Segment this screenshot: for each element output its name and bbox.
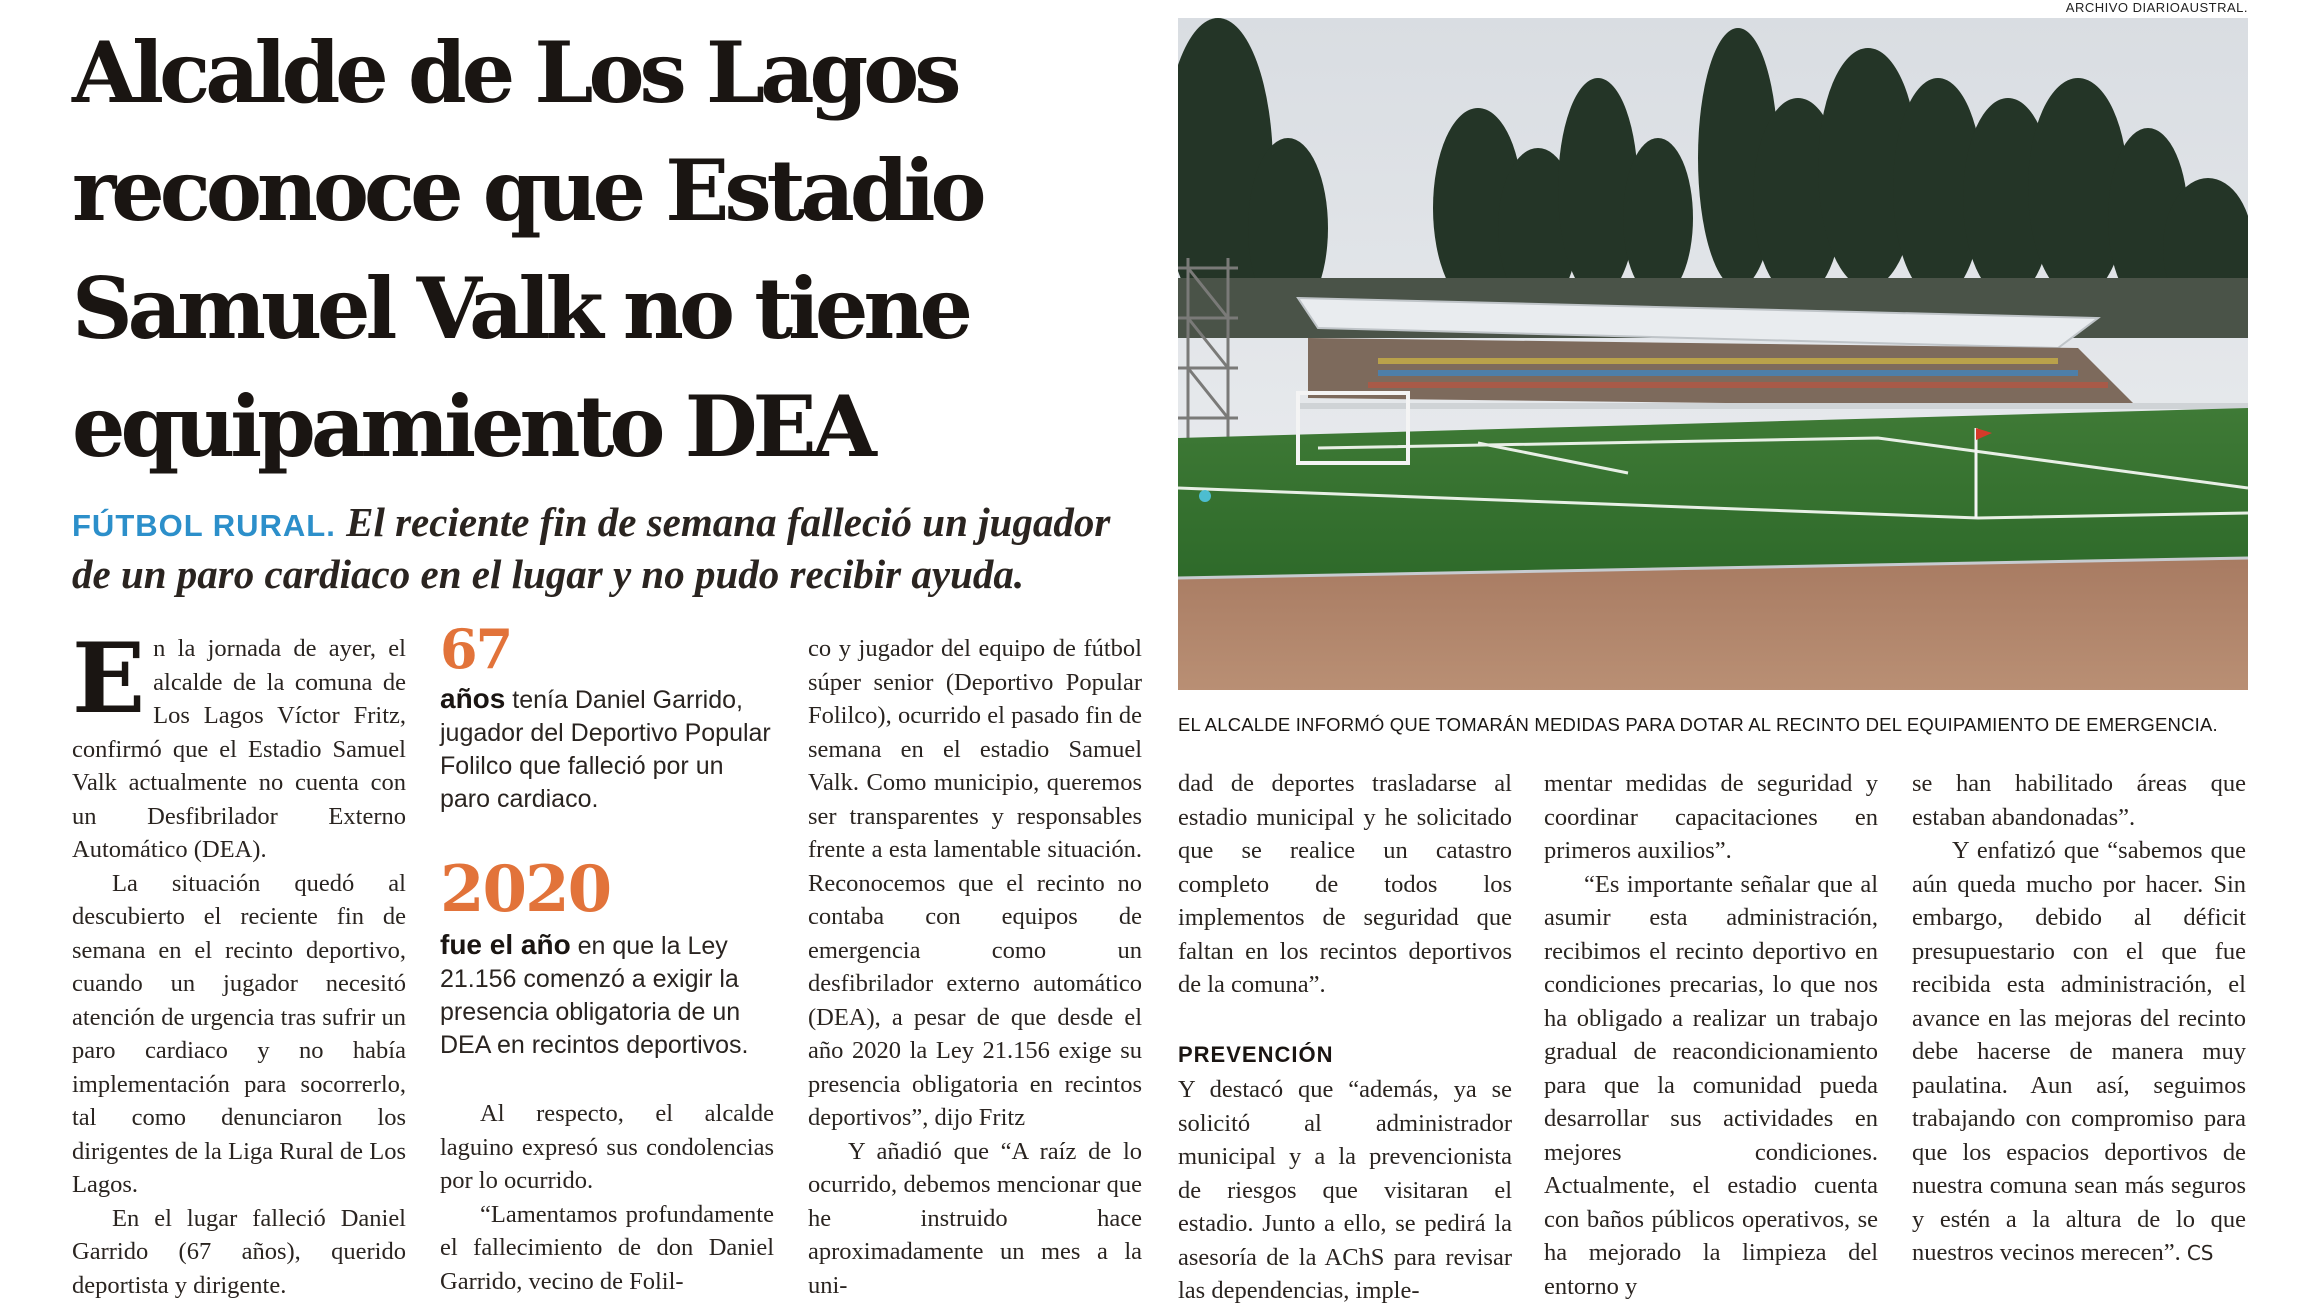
- article-column-4: [1178, 767, 1512, 1308]
- article-column-6: [1912, 767, 2246, 1271]
- paragraph: Y añadió que “A raíz de lo ocurrido, debemos mencionar que he instruido hace aproximadamente un mes a la uni-: [808, 1137, 1142, 1299]
- paragraph: co y jugador del equipo de fútbol súper senior (Deportivo Popular Folilco), ocurrido el pasado fin de semana en el estadio Samuel Valk. Como municipio, queremos ser transparentes y responsables frente a esta lamentable situación. Reconocemos que el recinto no contaba con equipos de emergencia como un desfibrilador externo automático (DEA), a pesar de que desde el año 2020 la Ley 21.156 exige su presencia obligatoria en recintos deportivos”, dijo Fritz: [808, 635, 1142, 1131]
- paragraph: Al respecto, el alcalde laguino expresó sus condolencias por lo ocurrido.: [440, 1100, 774, 1194]
- headline-line: Alcalde de Los Lagos: [72, 23, 957, 122]
- drop-cap: E: [72, 622, 146, 735]
- photo-caption: EL ALCALDE INFORMÓ QUE TOMARÁN MEDIDAS PARA DOTAR AL RECINTO DEL EQUIPAMIENTO DE EMERGENCIA.: [1178, 714, 2218, 735]
- fact-text: [440, 682, 774, 816]
- section-kicker: FÚTBOL RURAL.: [72, 508, 336, 543]
- fact-bold: años: [440, 683, 506, 714]
- deck-text: El reciente fin de semana falleció un jugador de un paro cardiaco en el lugar y no pudo recibir ayuda.: [72, 499, 1111, 597]
- article-column-2: [440, 1097, 774, 1298]
- fact-body: en que la Ley 21.156 comenzó a exigir la presencia obligatoria de un DEA en recintos deportivos.: [440, 932, 749, 1059]
- headline-line: Samuel Valk no tiene: [72, 259, 968, 358]
- fact-bold: fue el año: [440, 929, 571, 960]
- stadium-photo: [1178, 18, 2248, 690]
- fact-number: 2020: [440, 852, 611, 927]
- paragraph: dad de deportes trasladarse al estadio municipal y he solicitado que se realice un catastro completo de todos los implementos de seguridad que faltan en los recintos deportivos de la comuna”.: [1178, 770, 1512, 998]
- article-column-5: [1544, 767, 1878, 1303]
- paragraph: La situación quedó al descubierto el reciente fin de semana en el recinto deportivo, cuando un jugador necesitó atención de urgencia tras sufrir un paro cardiaco y no había implementación para socorrerlo, tal como denunciaron los dirigentes de la Liga Rural de Los Lagos.: [72, 869, 406, 1198]
- photo-credit: ARCHIVO DIARIOAUSTRAL.: [2065, 0, 2248, 15]
- fact-box: [440, 852, 774, 1062]
- fact-body: tenía Daniel Garrido, jugador del Deportivo Popular Folilco que falleció por un paro cardiaco.: [440, 686, 771, 813]
- stadium-illustration: [1178, 18, 2248, 690]
- end-mark-icon: CS: [2186, 1241, 2214, 1265]
- fact-number: 67: [440, 617, 512, 681]
- fact-box: [440, 617, 774, 816]
- article-column-1: [72, 622, 406, 1302]
- article-column-3: [808, 632, 1142, 1302]
- paragraph: Y enfatizó que “sabemos que aún queda mucho por hacer. Sin embargo, debido al déficit presupuestario con el que fue recibida esta administración, el avance en las mejoras del recinto debe hacerse de manera muy paulatina. Aun así, seguimos trabajando con compromiso para que los espacios deportivos de nuestra comuna sean más seguros y estén a la altura de lo que nuestros vecinos merecen”.: [1912, 837, 2246, 1266]
- paragraph: “Es importante señalar que al asumir esta administración, recibimos el recinto deportivo en condiciones precarias, lo que nos ha obligado a realizar un trabajo gradual de reacondicionamiento para que la comunidad pueda desarrollar sus actividades en mejores condiciones. Actualmente, el estadio cuenta con baños públicos operativos, se ha mejorado la limpieza del entorno y: [1544, 870, 1878, 1300]
- fact-text: [440, 928, 774, 1062]
- paragraph: “Lamentamos profundamente el fallecimiento de don Daniel Garrido, vecino de Folil-: [440, 1200, 774, 1295]
- lead-deck: [72, 498, 1152, 599]
- paragraph: Y destacó que “además, ya se solicitó al administrador municipal y a la prevencionista de riesgos que visitaran el estadio. Junto a ello, se pedirá la asesoría de la AChS para revisar las dependencias, imple-: [1178, 1076, 1512, 1304]
- paragraph: n la jornada de ayer, el alcalde de la comuna de Los Lagos Víctor Fritz, confirmó que el Estadio Samuel Valk actualmente no cuenta con un Desfibrilador Externo Automático (DEA).: [72, 635, 406, 863]
- headline: [72, 14, 1112, 486]
- headline-line: equipamiento DEA: [72, 377, 872, 476]
- subhead: PREVENCIÓN: [1178, 1041, 1334, 1067]
- headline-line: reconoce que Estadio: [72, 141, 982, 240]
- paragraph: En el lugar falleció Daniel Garrido (67 años), querido deportista y dirigente.: [72, 1204, 406, 1299]
- paragraph: se han habilitado áreas que estaban abandonadas”.: [1912, 770, 2246, 831]
- paragraph: mentar medidas de seguridad y coordinar capacitaciones en primeros auxilios”.: [1544, 770, 1878, 864]
